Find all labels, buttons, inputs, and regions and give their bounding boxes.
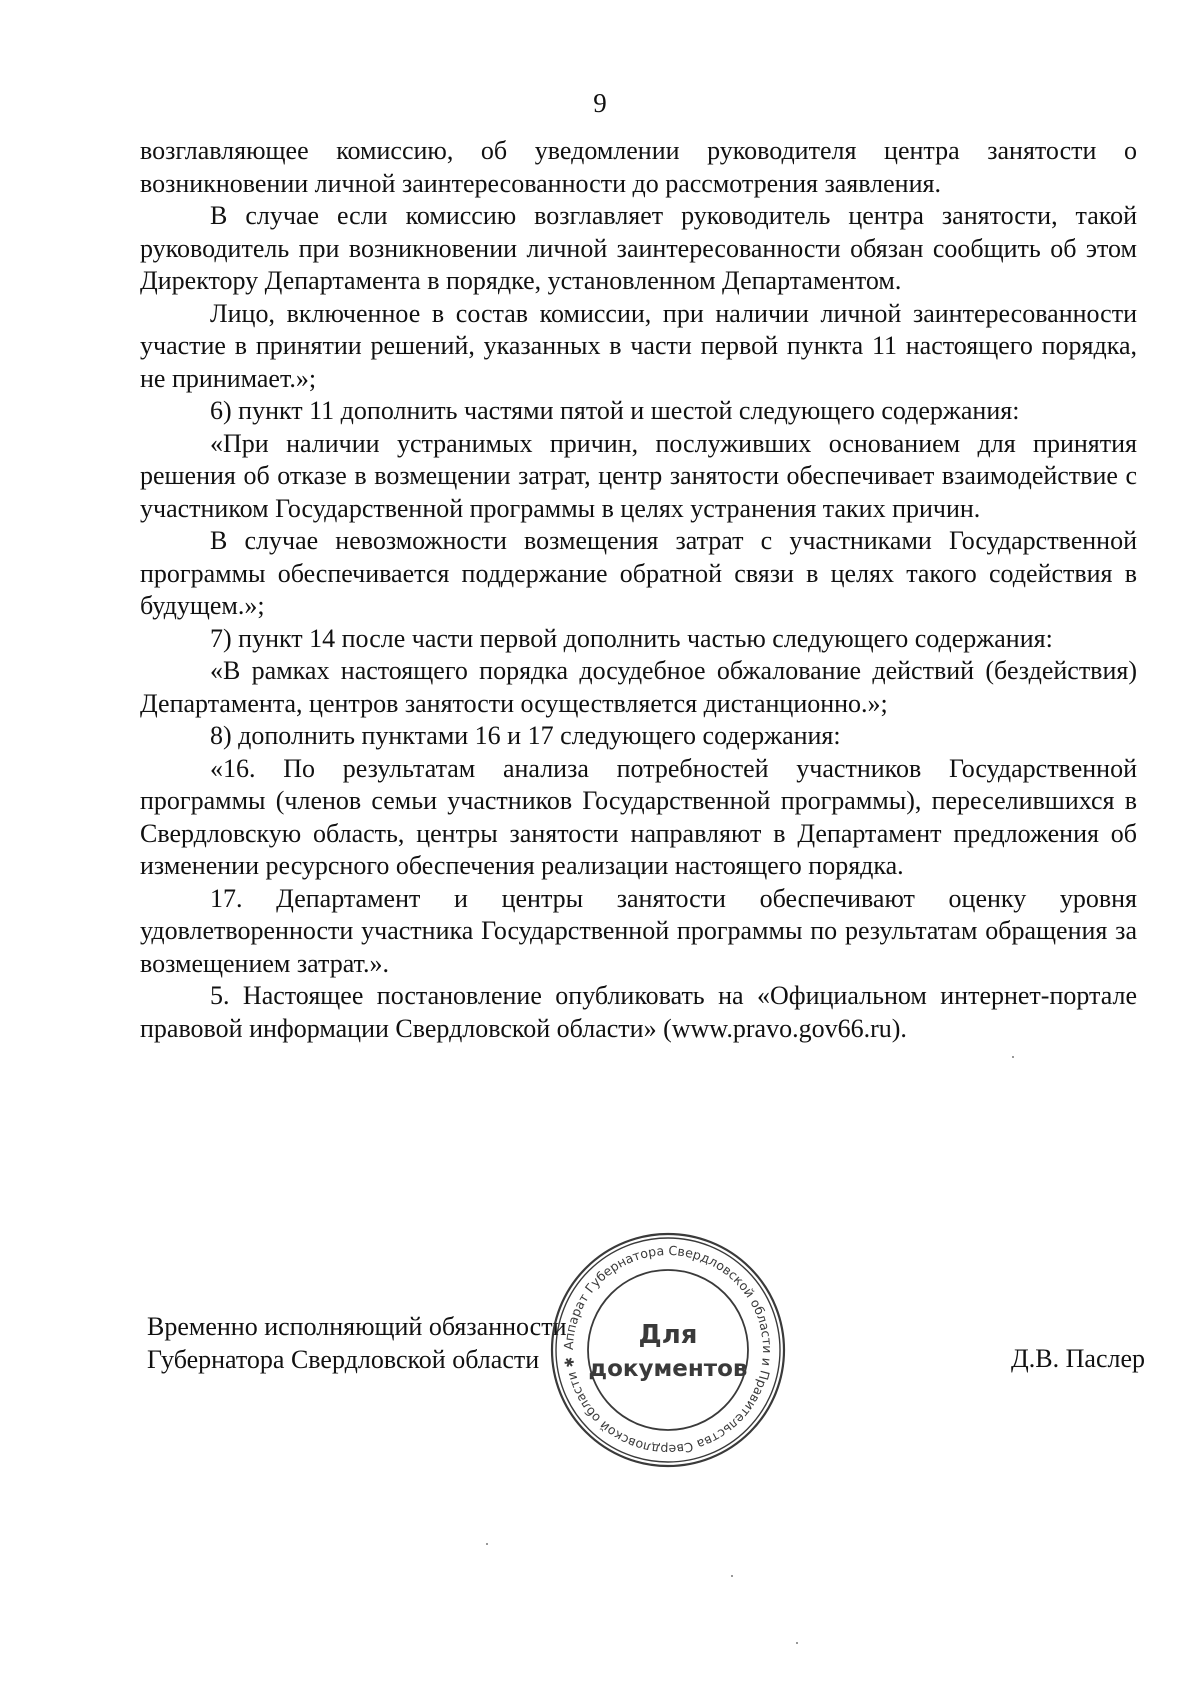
stamp-center-line-2: документов	[588, 1356, 748, 1382]
paragraph-12: 5. Настоящее постановление опубликовать на «Официальном интернет-портале правовой информации Свердловской области» (www.pravo.gov66.ru).	[140, 981, 1137, 1043]
paragraph-7: 7) пункт 14 после части первой дополнить частью следующего содержания:	[210, 623, 1053, 653]
paragraph-10: «16. По результатам анализа потребностей участников Государственной программы (членов семьи участников Государственной программы), переселившихся в Свердловскую область, центры занятости направляют в Департамент предложения об изменении ресурсного обеспечения реализации настоящего порядка.	[140, 753, 1137, 880]
scan-speck	[486, 1543, 488, 1545]
paragraph-1: возглавляющее комиссию, об уведомлении руководителя центра занятости о возникновении личной заинтересованности до рассмотрения заявления.	[140, 136, 1137, 198]
stamp-center-line-1: Для	[638, 1320, 698, 1350]
signer-title-line-2: Губернатора Свердловской области	[147, 1344, 540, 1374]
official-stamp	[548, 1230, 788, 1470]
paragraph-6: В случае невозможности возмещения затрат с участниками Государственной программы обеспечивается поддержание обратной связи в целях такого содействия в будущем.»;	[140, 526, 1137, 620]
stamp-outer-ring	[552, 1234, 784, 1466]
paragraph-5: «При наличии устранимых причин, послуживших основанием для принятия решения об отказе в возмещении затрат, центр занятости обеспечивает взаимодействие с участником Государственной программы в целях устранения таких причин.	[140, 428, 1137, 523]
paragraph-11: 17. Департамент и центры занятости обеспечивают оценку уровня удовлетворенности участника Государственной программы по результатам обращения за возмещением затрат.».	[140, 883, 1137, 978]
paragraph-2: В случае если комиссию возглавляет руководитель центра занятости, такой руководитель при возникновении личной заинтересованности обязан сообщить об этом Директору Департамента в порядке, установленном Департаментом.	[140, 201, 1137, 295]
paragraph-8: «В рамках настоящего порядка досудебное обжалование действий (бездействия) Департамента, центров занятости осуществляется дистанционно.»;	[140, 656, 1137, 718]
paragraph-4: 6) пункт 11 дополнить частями пятой и шестой следующего содержания:	[210, 396, 1020, 425]
page-number: 9	[593, 88, 607, 118]
stamp-inner-ring	[588, 1270, 748, 1430]
signer-name: Д.В. Паслер	[1011, 1344, 1145, 1373]
paragraph-9: 8) дополнить пунктами 16 и 17 следующего содержания:	[210, 721, 841, 750]
document-body	[140, 135, 1137, 1045]
paragraph-3: Лицо, включенное в состав комиссии, при наличии личной заинтересованности участие в принятии решений, указанных в части первой пункта 11 настоящего порядка, не принимает.»;	[140, 298, 1137, 393]
scan-speck	[731, 1575, 733, 1577]
scan-speck	[1012, 1056, 1014, 1058]
stamp-outer-ring-inner	[556, 1238, 780, 1462]
stamp-ring-text: Аппарат Губернатора Свердловской области и Правительства Свердловской области ✱	[560, 1242, 776, 1458]
signature-block	[147, 1311, 567, 1376]
signer-title-line-1: Временно исполняющий обязанности	[147, 1312, 567, 1341]
scan-speck	[796, 1642, 798, 1644]
